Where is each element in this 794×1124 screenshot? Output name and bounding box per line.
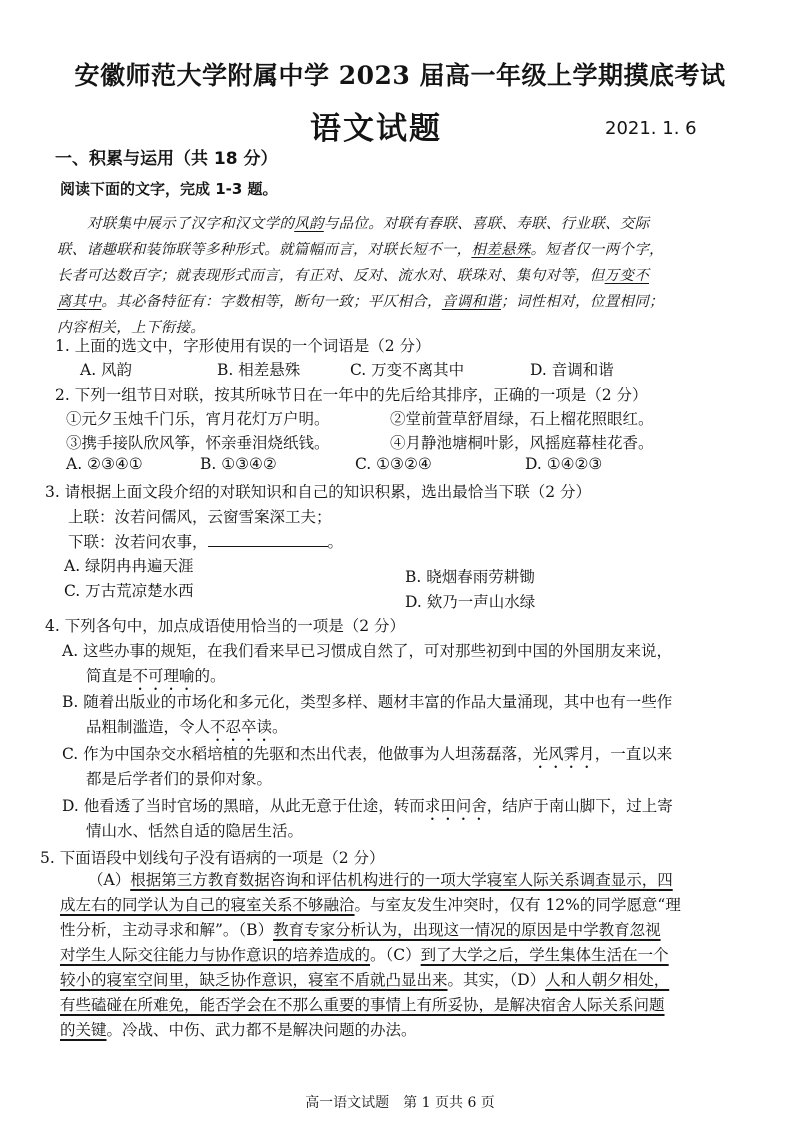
underlined-word: 音调和谐 (441, 294, 502, 310)
q5-line: 较小的寝室空间里，缺乏协作意识，寝室不盾就凸显出来。其实，（D）人和人朝夕相处， (60, 971, 670, 989)
q3-option-c: C. 万古荒凉楚水西 (64, 582, 194, 600)
dotted-idiom: 不忍卒读 (210, 718, 273, 736)
q4-option-a-line1: A. 这些办事的规矩，在我们看来早已习惯成自然了，可对那些初到中国的外国朋友来说， (62, 642, 673, 660)
q4-option-c-line2: 都是后学者们的景仰对象。 (86, 770, 273, 788)
couplet-1: ①元夕玉烛千门乐，宵月花灯万户明。 (66, 410, 330, 428)
q4-option-b-line1: B. 随着出版业的市场化和多元化，类型多样、题材丰富的作品大量涌现，其中也有一些作 (62, 693, 673, 711)
q1-option-d: D. 音调和谐 (530, 361, 614, 379)
page-footer: 高一语文试题 第 1 页共 6 页 (305, 1095, 495, 1111)
q3-option-a: A. 绿阴冉冉遍天涯 (64, 557, 194, 575)
underlined-sentence: 较小的寝室空间里，缺乏协作意识，寝室不盾就凸显出来 (60, 971, 448, 989)
underlined-sentence: 教育专家分析认为，出现这一情况的原因是中学教育忽视 (273, 921, 661, 939)
underlined-sentence: 的关键 (60, 1021, 107, 1039)
underlined-sentence: 人和人朝夕相处， (545, 971, 670, 989)
q5-line: 的关键。冷战、中伤、武力都不是解决问题的办法。 (60, 1021, 417, 1039)
underlined-word: 相差悬殊 (471, 242, 531, 258)
couplet-4: ④月静池塘桐叶影，风摇庭幕桂花香。 (390, 434, 654, 452)
passage-line: 离其中。其必备特征有：字数相等，断句一致；平仄相合，音调和谐；词性相对，位置相同； (57, 294, 664, 310)
exam-date: 2021. 1. 6 (605, 118, 697, 139)
subject-title: 语文试题 (310, 111, 442, 147)
q4-option-b-line2: 品粗制滥造，令人不忍卒读。 (86, 718, 288, 736)
q1-option-c: C. 万变不离其中 (350, 361, 465, 379)
dotted-idiom: 求田问舍 (424, 797, 487, 815)
question-5-stem: 5. 下面语段中划线句子没有语病的一项是（2 分） (40, 849, 385, 867)
passage-line: 内容相关，上下衔接。 (57, 320, 205, 336)
dotted-idiom: 不可理喻 (132, 667, 195, 685)
q4-option-d-line2: 情山水、恬然自适的隐居生活。 (86, 822, 304, 840)
q2-option-a: A. ②③④① (66, 455, 143, 473)
couplet-2: ②堂前萱草舒眉绿，石上榴花照眼红。 (390, 410, 654, 428)
underlined-word: 风韵 (294, 216, 324, 232)
underlined-word: 离其中 (57, 294, 102, 310)
section-heading: 一、积累与运用（共 18 分） (55, 149, 278, 169)
q5-line (60, 993, 665, 1015)
underlined-sentence: 根据第三方教育数据咨询和评估机构进行的一项大学寝室人际关系调查显示，四 (130, 871, 673, 889)
q4-option-d-line1: D. 他看透了当时官场的黑暗，从此无意于仕途，转而求田问舍，结庐于南山脚下，过上寄 (62, 797, 673, 815)
upper-couplet: 上联：汝若问儒风，云窗雪案深工夫； (68, 508, 332, 526)
exam-title: 安徽师范大学附属中学 2023 届高一年级上学期摸底考试 (74, 61, 726, 90)
dotted-idiom: 光风霁月 (532, 745, 595, 763)
answer-blank (208, 532, 328, 547)
underlined-sentence: 到了大学之后，学生集体生活在一个 (420, 946, 669, 964)
q2-option-b: B. ①③④② (200, 455, 277, 473)
passage-line: 长者可达数百字；就表现形式而言，有正对、反对、流水对、联珠对、集句对等，但万变不 (57, 268, 650, 284)
q1-option-b: B. 相差悬殊 (217, 361, 301, 379)
q1-option-a: A. 风韵 (80, 361, 133, 379)
lower-couplet: 下联：汝若问农事， 。 (68, 533, 344, 551)
passage-line: 对联集中展示了汉字和汉文学的风韵与品位。对联有春联、喜联、寿联、行业联、交际 (87, 216, 650, 232)
q4-option-c-line1: C. 作为中国杂交水稻培植的先驱和杰出代表，他做事为人坦荡磊落，光风霁月，一直以来 (62, 745, 673, 763)
couplet-3: ③携手接队欣风筝，怀亲垂泪烧纸钱。 (66, 434, 330, 452)
q5-line: 成左右的同学认为自己的寝室关系不够融洽。与室友发生冲突时，仅有 12%的同学愿意“理 (60, 896, 681, 914)
q5-line: 性分析，主动寻求和解”。（B）教育专家分析认为，出现这一情况的原因是中学教育忽视 (60, 921, 661, 939)
q2-option-c: C. ①③②④ (355, 455, 432, 473)
q5-line: （A）根据第三方教育数据咨询和评估机构进行的一项大学寝室人际关系调查显示，四 (88, 871, 673, 889)
underlined-sentence: 对学生人际交往能力与协作意识的培养造成的 (60, 946, 371, 964)
q4-option-a-line2: 简直是不可理喻的。 (86, 667, 226, 685)
underlined-word: 万变不 (604, 268, 650, 284)
question-2-stem: 2. 下列一组节日对联，按其所咏节日在一年中的先后给其排序，正确的一项是（2 分） (55, 386, 648, 404)
q3-option-d: D. 欸乃一声山水绿 (405, 593, 536, 611)
question-1-stem: 1. 上面的选文中，字形使用有误的一个词语是（2 分） (55, 337, 431, 355)
question-4-stem: 4. 下列各句中，加点成语使用恰当的一项是（2 分） (45, 617, 406, 635)
q3-option-b: B. 晓烟春雨劳耕锄 (405, 568, 535, 586)
passage-line: 联、诸趣联和装饰联等多种形式。就篇幅而言，对联长短不一，相差悬殊。短者仅一两个字， (57, 242, 664, 258)
reading-instruction: 阅读下面的文字，完成 1-3 题。 (60, 180, 278, 198)
question-3-stem: 3. 请根据上面文段介绍的对联知识和自己的知识积累，选出最恰当下联（2 分） (45, 483, 592, 501)
underlined-sentence: 有些磕碰在所难免，能否学会在不那么重要的事情上有所妥协，是解决宿舍人际关系问题 (60, 996, 665, 1014)
q5-line: 对学生人际交往能力与协作意识的培养造成的。（C）到了大学之后，学生集体生活在一个 (60, 946, 669, 964)
underlined-sentence: 成左右的同学认为自己的寝室关系不够融洽 (60, 896, 355, 914)
q2-option-d: D. ①④②③ (525, 455, 603, 473)
